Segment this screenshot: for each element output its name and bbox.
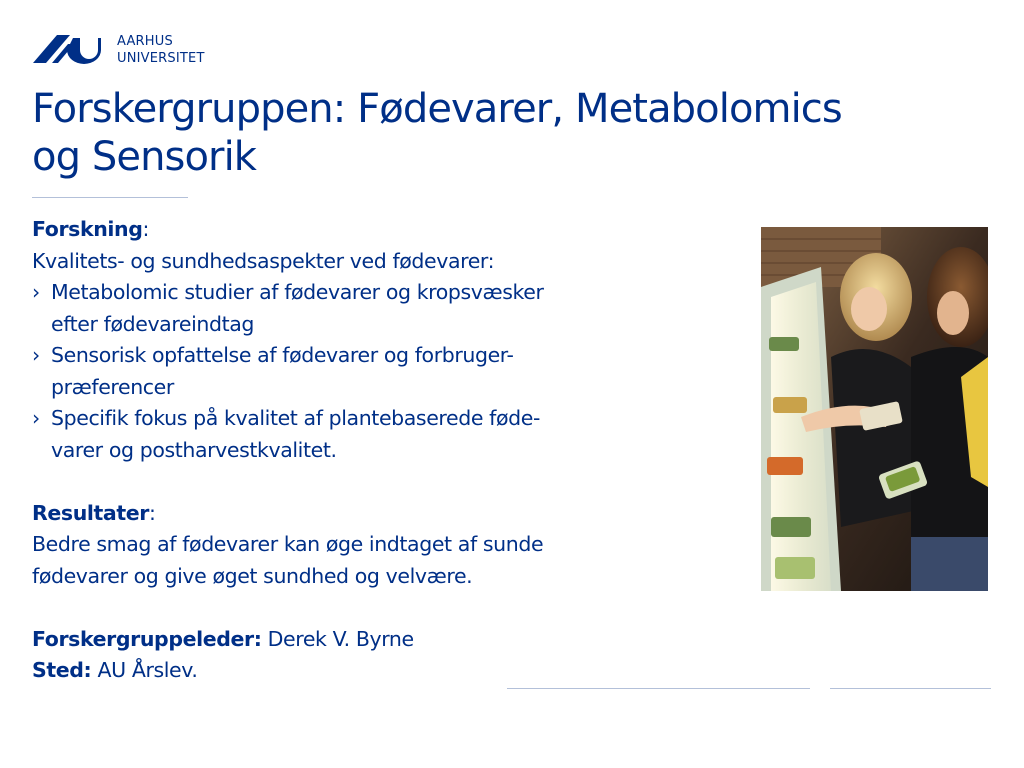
results-line-2: fødevarer og give øget sundhed og velvære. <box>32 563 473 588</box>
chevron-right-icon: › <box>32 280 40 304</box>
place-line <box>32 655 732 687</box>
leader-colon: : <box>253 626 262 651</box>
logo-line-1: AARHUS <box>117 34 173 49</box>
slide-title <box>32 85 1012 181</box>
bullet-1-line-1: Metabolomic studier af fødevarer og kropsvæsker <box>51 280 544 304</box>
au-logo <box>33 32 205 68</box>
bullet-2-line-2: præferencer <box>51 374 174 399</box>
place-value: AU Årslev. <box>91 658 198 682</box>
results-heading-line <box>32 498 732 530</box>
place-colon: : <box>83 658 92 682</box>
place-label: Sted <box>32 658 84 682</box>
logo-line-2: UNIVERSITET <box>117 51 205 66</box>
leader-line <box>32 624 732 656</box>
chevron-right-icon: › <box>32 406 40 430</box>
footer-rule-right <box>830 688 991 689</box>
bullet-3-line-1: Specifik fokus på kvalitet af plantebaserede føde- <box>51 406 540 430</box>
spacer <box>32 592 732 624</box>
title-line-2: og Sensorik <box>32 134 257 180</box>
bullet-1-line-2: efter fødevareindtag <box>51 311 255 336</box>
results-line-1: Bedre smag af fødevarer kan øge indtaget af sunde <box>32 532 544 556</box>
chevron-right-icon: › <box>32 343 40 367</box>
photo-students-food-counter <box>761 227 988 591</box>
research-heading-line <box>32 214 732 246</box>
title-line-1: Forskergruppen: Fødevarer, Metabolomics <box>32 86 842 132</box>
bullet-3-line-2: varer og postharvestkvalitet. <box>51 437 337 462</box>
bullet-2-line-1: Sensorisk opfattelse af fødevarer og forbruger- <box>51 343 514 367</box>
slide-body <box>32 214 732 687</box>
research-bullet <box>32 340 732 403</box>
bullet-text <box>51 340 514 403</box>
bullet-text <box>51 277 544 340</box>
au-logo-mark-icon <box>33 32 101 68</box>
research-intro: Kvalitets- og sundhedsaspekter ved fødevarer: <box>32 248 495 273</box>
research-bullet <box>32 403 732 466</box>
research-heading: Forskning <box>32 217 143 241</box>
results-heading-colon: : <box>148 500 156 525</box>
research-heading-colon: : <box>142 217 150 241</box>
research-bullet <box>32 277 732 340</box>
leader-label: Forskergruppeleder <box>32 626 254 651</box>
leader-value: Derek V. Byrne <box>261 626 414 651</box>
spacer <box>32 466 732 498</box>
title-underline <box>32 197 188 198</box>
photo-image <box>761 227 988 591</box>
footer-rule-left <box>507 688 810 689</box>
au-logo-text <box>117 33 205 67</box>
results-heading: Resultater <box>32 500 149 525</box>
bullet-text <box>51 403 540 466</box>
